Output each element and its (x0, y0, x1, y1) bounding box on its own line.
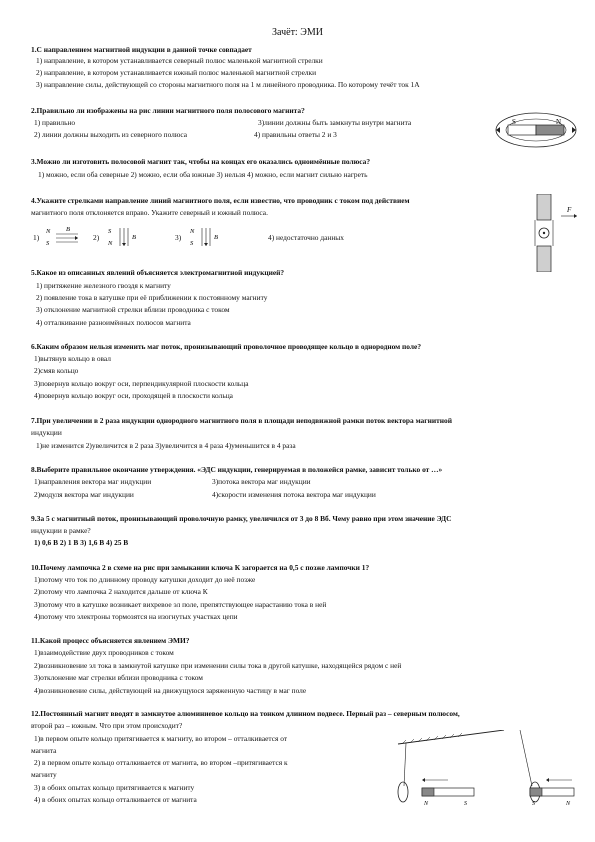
question-10-text: 10.Почему лампочка 2 в схеме на рис при замыкании ключа К загорается на 0,5 с позже лампочки 1? (31, 563, 370, 572)
question-9-answers: 1) 0,6 В 2) 1 В 3) 1,6 В 4) 25 В (34, 538, 129, 547)
bar-magnet-figure (490, 108, 582, 152)
question-6-text: 6.Каким образом нельзя изменить маг поток, пронизывающий проволочное проводящее кольцо в однородном поле? (31, 342, 422, 351)
question-1-text: 1.С направлением магнитной индукции в данной точке совпадает (31, 45, 252, 54)
conductor-in-field-figure (527, 194, 583, 272)
question-1-answer-3: 3) направление силы, действующей со стороны магнитного поля на 1 м линейного проводника. По которому течёт ток 1А (36, 80, 420, 89)
magnet-n-label: N (556, 118, 562, 126)
question-12-answer-4: 4) в обоих опытах кольцо отталкивается от магнита (34, 795, 197, 804)
question-8-answer-1: 1)направления вектора маг индукции (34, 477, 152, 486)
svg-text:S: S (190, 240, 194, 247)
option-3-field-icon (188, 224, 228, 248)
question-9-text-line-2: индукции в рамке? (31, 526, 91, 535)
question-5-answer-2: 2) появление тока в катушке при её приближении к постоянному магниту (36, 293, 268, 302)
question-11-answer-1: 1)взаимодействие двух проводников с током (34, 648, 174, 657)
question-10-answer-4: 4)потому что электроны тормозятся на изогнутых участках цепи (34, 612, 238, 621)
question-9-text-line-1: 9.За 5 с магнитный поток, пронизывающий проволочную рамку, увеличился от 3 до 8 Вб. Чему равно при этом значение ЭДС (31, 514, 452, 523)
question-4-text-line-1: 4.Укажите стрелками направление линий магнитного поля, если известно, что проводник с током под действием (31, 196, 410, 205)
question-5-answer-1: 1) притяжение железного гвоздя к магниту (36, 281, 171, 290)
question-5-answer-3: 3) отклонение магнитной стрелки вблизи проводника с током (36, 305, 230, 314)
question-12-answer-1-line-1: 1)в первом опыте кольцо притягивается к магниту, во втором – отталкивается от (34, 734, 288, 743)
question-7-text-line-2: индукции (31, 428, 62, 437)
page-title: Зачёт: ЭМИ (272, 27, 323, 38)
question-5-text: 5.Какое из описанных явлений объясняется электромагнитной индукцией? (31, 268, 285, 277)
question-7-text-line-1: 7.При увеличении в 2 раза индукции однородного магнитного поля в площади неподвижной рамки поток вектора магнитной (31, 416, 452, 425)
question-4-option-2-label: 2) (93, 233, 100, 242)
question-10-answer-3: 3)потому что в катушке возникает вихревое эл поле, препятствующее нарастанию тока в ней (34, 600, 327, 609)
question-2-answer-1: 1) правильно (34, 118, 76, 127)
question-7-answers: 1)не изменится 2)увеличится в 2 раза 3)увеличится в 4 раза 4)уменьшится в 4 раза (36, 441, 296, 450)
question-10-answer-1: 1)потому что ток по длинному проводу катушки доходит до неё позже (34, 575, 256, 584)
question-8-text: 8.Выберите правильное окончание утверждения. «ЭДС индукции, генерируемая в положейся рамке, зависит только от …» (31, 465, 443, 474)
question-5-answer-4: 4) отталкивание разноимённых полюсов магнита (36, 318, 191, 327)
svg-text:N: N (46, 228, 51, 235)
question-2-answer-2: 2) линии должны выходить из северного полюса (34, 130, 188, 139)
svg-text:N: N (108, 240, 113, 247)
svg-text:N: N (190, 228, 195, 235)
svg-text:B: B (214, 234, 218, 241)
magnet-s-label: S (512, 118, 516, 126)
question-6-answer-1: 1)вытянув кольцо в овал (34, 354, 111, 363)
question-11-answer-2: 2)возникновение эл тока в замкнутой катушке при изменении силы тока в другой катушке, находящейся рядом с ней (34, 661, 402, 670)
question-8-answer-3: 3)потока вектора маг индукции (212, 477, 311, 486)
option-1-field-icon (44, 224, 84, 248)
question-6-answer-4: 4)повернув кольцо вокруг оси, проходящей в плоскости кольца (34, 391, 233, 400)
magnet-2-s-label: S (532, 801, 535, 807)
svg-text:S: S (108, 228, 112, 235)
question-3-answers: 1) можно, если оба северные 2) можно, если оба южные 3) нельзя 4) можно, если магнит сильно нагреть (38, 170, 368, 179)
question-4-text-line-2: магнитного поля отклоняется вправо. Укажите северный и южный полюса. (31, 208, 268, 217)
option-2-field-icon (106, 224, 146, 248)
svg-text:B: B (66, 226, 70, 233)
svg-text:S: S (46, 240, 50, 247)
question-2-answer-3: 3)линии должны быть замкнуты внутри магнита (258, 118, 412, 127)
question-4-option-1-label: 1) (33, 233, 40, 242)
question-12-answer-1-line-2: магнита (31, 746, 57, 755)
ring-and-magnet-figure (392, 730, 582, 808)
question-11-answer-3: 3)отклонение маг стрелки вблизи проводника с током (34, 673, 203, 682)
question-12-text-line-1: 12.Постоянный магнит вводят в замкнутое алюминиевое кольцо на тонком длинном подвесе. Первый раз – северным полюсом, (31, 709, 460, 718)
question-12-text-line-2: второй раз – южным. Что при этом происходит? (31, 721, 183, 730)
magnet-2-n-label: N (566, 801, 571, 807)
svg-text:B: B (132, 234, 136, 241)
question-1-answer-2: 2) направление, в котором устанавливается южный полюс маленькой магнитной стрелки (36, 68, 317, 77)
question-11-text: 11.Какой процесс объясняется явлением ЭМИ? (31, 636, 190, 645)
question-12-answer-2-line-1: 2) в первом опыте кольцо отталкивается от магнита, во втором –притягивается к (34, 758, 288, 767)
question-1-answer-1: 1) направление, в котором устанавливается северный полюс маленькой магнитной стрелки (36, 56, 323, 65)
question-2-text: 2.Правильно ли изображены на рис линии магнитного поля полосового магнита? (31, 106, 305, 115)
svg-text:F: F (567, 206, 572, 214)
question-12-answer-2-line-2: магниту (31, 770, 57, 779)
question-12-answer-3: 3) в обоих опытах кольцо притягивается к магниту (34, 783, 195, 792)
question-11-answer-4: 4)возникновение силы, действующей на движущуюся заряженную частицу в маг поле (34, 686, 307, 695)
magnet-1-n-label: N (424, 801, 429, 807)
question-10-answer-2: 2)потому что лампочка 2 находится дальше от ключа К (34, 587, 208, 596)
question-4-option-3-label: 3) (175, 233, 182, 242)
question-2-answer-4: 4) правильны ответы 2 и 3 (254, 130, 337, 139)
magnet-1-s-label: S (464, 801, 467, 807)
question-6-answer-2: 2)смяв кольцо (34, 366, 79, 375)
question-3-text: 3.Можно ли изготовить полосовой магнит так, чтобы на концах его оказались одноимённые полюса? (31, 157, 371, 166)
question-8-answer-2: 2)модуля вектора маг индукции (34, 490, 134, 499)
question-6-answer-3: 3)повернув кольцо вокруг оси, перпендикулярной плоскости кольца (34, 379, 249, 388)
question-4-option-4: 4) недостаточно данных (268, 233, 344, 242)
question-8-answer-4: 4)скорости изменения потока вектора маг индукции (212, 490, 376, 499)
